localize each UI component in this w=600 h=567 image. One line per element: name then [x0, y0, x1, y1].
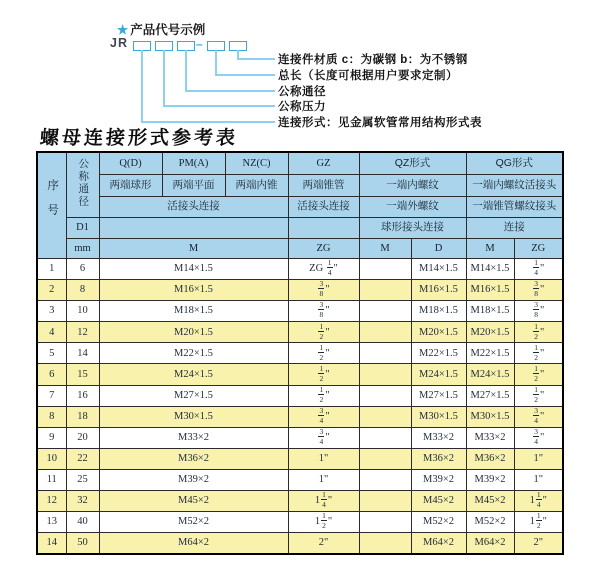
- cell-gz-zg: $\frac{3}{8}$ ": [288, 280, 359, 301]
- table-row: [37, 406, 563, 427]
- header-gz-connection: 活接头连接: [288, 197, 359, 218]
- fraction: $\frac{3}{8}$: [534, 300, 538, 320]
- cell-qz-d: M64×2: [411, 533, 466, 555]
- cell-thread-m: M33×2: [99, 427, 288, 448]
- table-row: [37, 491, 563, 512]
- table-row: [37, 469, 563, 490]
- cell-qz-d: M20×1.5: [411, 322, 466, 343]
- cell-qz-m: [359, 259, 411, 280]
- cell-gz-zg: 1 $\frac{1}{4}$ ": [288, 491, 359, 512]
- cell-qz-m: [359, 301, 411, 322]
- cell-seq: 13: [37, 512, 66, 533]
- cell-dia-mm: 14: [66, 343, 99, 364]
- cell-qz-d: M33×2: [411, 427, 466, 448]
- cell-dia-mm: 8: [66, 280, 99, 301]
- cell-thread-m: M36×2: [99, 448, 288, 469]
- cell-qz-d: M22×1.5: [411, 343, 466, 364]
- header-pma-sub: 两端平面: [162, 175, 225, 197]
- cell-qz-d: M45×2: [411, 491, 466, 512]
- cell-gz-zg: $\frac{3}{4}$ ": [288, 427, 359, 448]
- fraction: $\frac{1}{2}$: [534, 363, 538, 383]
- header-dia-label: 公称通径: [77, 158, 90, 209]
- fraction: $\frac{3}{4}$: [319, 427, 324, 447]
- cell-qg-m: M36×2: [466, 448, 514, 469]
- cell-seq: 7: [37, 385, 66, 406]
- header-qz-sub: 一端内螺纹: [359, 175, 466, 197]
- header-mm: mm: [66, 239, 99, 259]
- connector-line: [237, 50, 239, 58]
- header-blank-left: [99, 218, 288, 239]
- header-m: M: [99, 239, 288, 259]
- table-body: [37, 259, 563, 555]
- cell-dia-mm: 22: [66, 448, 99, 469]
- cell-qg-m: M27×1.5: [466, 385, 514, 406]
- cell-dia-mm: 20: [66, 427, 99, 448]
- header-zg: ZG: [288, 239, 359, 259]
- cell-qg-zg: $\frac{3}{4}$ ": [514, 406, 563, 427]
- cell-gz-zg: 1": [288, 469, 359, 490]
- cell-qz-d: M52×2: [411, 512, 466, 533]
- cell-qg-m: M39×2: [466, 469, 514, 490]
- connector-line: [185, 50, 187, 90]
- fraction: $\frac{1}{4}$: [322, 490, 326, 510]
- table-row: [37, 343, 563, 364]
- callout-connection-form: 连接形式：见金属软管常用结构形式表: [278, 117, 482, 129]
- cell-qg-zg: $\frac{3}{8}$ ": [514, 280, 563, 301]
- cell-gz-zg: $\frac{3}{4}$ ": [288, 406, 359, 427]
- fraction: $\frac{3}{4}$: [534, 427, 538, 447]
- cell-seq: 9: [37, 427, 66, 448]
- header-gz-sub: 两端锥管: [288, 175, 359, 197]
- cell-qg-zg: $\frac{3}{8}$ ": [514, 301, 563, 322]
- header-qd: Q(D): [99, 152, 162, 175]
- cell-dia-mm: 6: [66, 259, 99, 280]
- cell-thread-m: M52×2: [99, 512, 288, 533]
- nut-connection-reference-table: [36, 151, 564, 555]
- header-blank-gz: [288, 218, 359, 239]
- header-qz-d: D: [411, 239, 466, 259]
- fraction: $\frac{3}{4}$: [534, 406, 538, 425]
- cell-qz-d: M27×1.5: [411, 385, 466, 406]
- table-row: [37, 448, 563, 469]
- diagram-title: [117, 20, 205, 38]
- cell-seq: 10: [37, 448, 66, 469]
- cell-qg-m: M20×1.5: [466, 322, 514, 343]
- connector-line: [215, 74, 275, 76]
- cell-qz-d: M14×1.5: [411, 259, 466, 280]
- table-header: [37, 152, 563, 259]
- cell-qz-d: M30×1.5: [411, 406, 466, 427]
- cell-qg-m: M64×2: [466, 533, 514, 555]
- cell-gz-zg: 1 $\frac{1}{2}$ ": [288, 512, 359, 533]
- fraction: $\frac{1}{2}$: [319, 321, 324, 341]
- cell-thread-m: M20×1.5: [99, 322, 288, 343]
- fraction: $\frac{1}{2}$: [319, 342, 324, 362]
- header-pma: PM(A): [162, 152, 225, 175]
- header-qg-m: M: [466, 239, 514, 259]
- connector-line: [215, 50, 217, 74]
- cell-qg-m: M18×1.5: [466, 301, 514, 322]
- cell-dia-mm: 40: [66, 512, 99, 533]
- cell-gz-zg: $\frac{1}{2}$ ": [288, 364, 359, 385]
- cell-seq: 1: [37, 259, 66, 280]
- header-qg-sub: 一端内螺纹活接头: [466, 175, 563, 197]
- cell-thread-m: M45×2: [99, 491, 288, 512]
- cell-dia-mm: 10: [66, 301, 99, 322]
- cell-qg-zg: 1": [514, 448, 563, 469]
- fraction: $\frac{3}{8}$: [319, 300, 324, 320]
- table-row: [37, 385, 563, 406]
- cell-qg-m: M24×1.5: [466, 364, 514, 385]
- cell-thread-m: M27×1.5: [99, 385, 288, 406]
- fraction: $\frac{1}{4}$: [536, 490, 541, 510]
- cell-qz-m: [359, 343, 411, 364]
- header-qz-connection: 球形接头连接: [359, 218, 466, 239]
- cell-qz-d: M18×1.5: [411, 301, 466, 322]
- cell-qg-m: M22×1.5: [466, 343, 514, 364]
- cell-thread-m: M22×1.5: [99, 343, 288, 364]
- cell-qg-m: M16×1.5: [466, 280, 514, 301]
- cell-qz-m: [359, 427, 411, 448]
- cell-gz-zg: ZG $\frac{1}{4}$ ": [288, 259, 359, 280]
- table-row: [37, 512, 563, 533]
- cell-qz-m: [359, 469, 411, 490]
- cell-gz-zg: $\frac{1}{2}$ ": [288, 385, 359, 406]
- fraction: $\frac{1}{2}$: [319, 363, 324, 383]
- cell-gz-zg: $\frac{3}{8}$ ": [288, 301, 359, 322]
- code-dash: –: [196, 37, 203, 51]
- header-seq-label: 序号: [46, 179, 59, 229]
- cell-qg-m: M33×2: [466, 427, 514, 448]
- header-qd-sub: 两端球形: [99, 175, 162, 197]
- cell-seq: 2: [37, 280, 66, 301]
- callout-nominal-pressure: 公称压力: [278, 101, 326, 113]
- cell-qz-m: [359, 533, 411, 555]
- cell-dia-mm: 15: [66, 364, 99, 385]
- header-gz: GZ: [288, 152, 359, 175]
- header-qz-m: M: [359, 239, 411, 259]
- cell-qz-m: [359, 322, 411, 343]
- cell-qz-d: M24×1.5: [411, 364, 466, 385]
- cell-seq: 6: [37, 364, 66, 385]
- cell-dia-mm: 18: [66, 406, 99, 427]
- cell-gz-zg: $\frac{1}{2}$ ": [288, 343, 359, 364]
- cell-qz-m: [359, 491, 411, 512]
- table-row: [37, 259, 563, 280]
- cell-qz-d: M36×2: [411, 448, 466, 469]
- cell-qg-zg: $\frac{1}{2}$ ": [514, 343, 563, 364]
- header-qg-sub2: 一端锥管螺纹接头: [466, 197, 563, 218]
- cell-qz-m: [359, 448, 411, 469]
- table-row: [37, 427, 563, 448]
- fraction: $\frac{1}{2}$: [534, 321, 538, 341]
- header-d1: D1: [66, 218, 99, 239]
- cell-seq: 14: [37, 533, 66, 555]
- cell-qg-m: M14×1.5: [466, 259, 514, 280]
- cell-gz-zg: 1": [288, 448, 359, 469]
- fraction: $\frac{3}{8}$: [534, 279, 538, 299]
- cell-qz-m: [359, 512, 411, 533]
- cell-qg-zg: $\frac{1}{2}$ ": [514, 385, 563, 406]
- cell-qg-zg: 2": [514, 533, 563, 555]
- table-row: [37, 322, 563, 343]
- cell-seq: 11: [37, 469, 66, 490]
- cell-seq: 8: [37, 406, 66, 427]
- header-qg-connection: 连接: [466, 218, 563, 239]
- connector-line: [141, 50, 143, 121]
- cell-qg-zg: $\frac{3}{4}$ ": [514, 427, 563, 448]
- cell-thread-m: M18×1.5: [99, 301, 288, 322]
- table-row: [37, 280, 563, 301]
- cell-qg-zg: 1 $\frac{1}{2}$ ": [514, 512, 563, 533]
- cell-qg-zg: 1": [514, 469, 563, 490]
- cell-qg-m: M45×2: [466, 491, 514, 512]
- header-nzc: NZ(C): [225, 152, 288, 175]
- callout-material: 连接件材质 c：为碳钢 b：为不锈钢: [278, 54, 468, 66]
- fraction: $\frac{3}{4}$: [319, 406, 324, 425]
- connector-line: [163, 50, 165, 105]
- cell-qz-m: [359, 385, 411, 406]
- fraction: $\frac{3}{8}$: [319, 279, 324, 299]
- cell-dia-mm: 16: [66, 385, 99, 406]
- cell-qg-zg: $\frac{1}{2}$ ": [514, 322, 563, 343]
- header-qz-form: QZ形式: [359, 152, 466, 175]
- star-icon: ★: [117, 23, 129, 37]
- cell-dia-mm: 25: [66, 469, 99, 490]
- fraction: $\frac{1}{4}$: [534, 258, 538, 278]
- header-nzc-sub: 两端内锥: [225, 175, 288, 197]
- fraction: $\frac{1}{2}$: [536, 511, 541, 531]
- cell-qg-zg: $\frac{1}{2}$ ": [514, 364, 563, 385]
- connector-line: [185, 90, 275, 92]
- cell-thread-m: M14×1.5: [99, 259, 288, 280]
- cell-seq: 3: [37, 301, 66, 322]
- table-row: [37, 364, 563, 385]
- cell-qz-d: M39×2: [411, 469, 466, 490]
- code-prefix: JR: [110, 36, 128, 50]
- header-qg-zg: ZG: [514, 239, 563, 259]
- cell-thread-m: M64×2: [99, 533, 288, 555]
- cell-dia-mm: 32: [66, 491, 99, 512]
- cell-seq: 5: [37, 343, 66, 364]
- cell-thread-m: M24×1.5: [99, 364, 288, 385]
- header-qz-sub2: 一端外螺纹: [359, 197, 466, 218]
- cell-seq: 12: [37, 491, 66, 512]
- header-union-connection: 活接头连接: [99, 197, 288, 218]
- fraction: $\frac{1}{2}$: [534, 342, 538, 362]
- header-qg-form: QG形式: [466, 152, 563, 175]
- callout-nominal-diameter: 公称通径: [278, 86, 326, 98]
- connector-line: [237, 58, 275, 60]
- fraction: $\frac{1}{4}$: [327, 258, 332, 278]
- fraction: $\frac{1}{2}$: [534, 385, 538, 404]
- callout-total-length: 总长（长度可根据用户要求定制）: [278, 70, 458, 82]
- header-dia: [66, 152, 99, 218]
- cell-dia-mm: 50: [66, 533, 99, 555]
- cell-thread-m: M39×2: [99, 469, 288, 490]
- cell-dia-mm: 12: [66, 322, 99, 343]
- cell-qg-m: M52×2: [466, 512, 514, 533]
- table-row: [37, 301, 563, 322]
- cell-seq: 4: [37, 322, 66, 343]
- cell-qz-m: [359, 364, 411, 385]
- cell-thread-m: M16×1.5: [99, 280, 288, 301]
- cell-qz-m: [359, 280, 411, 301]
- connector-line: [163, 105, 275, 107]
- table-row: [37, 533, 563, 555]
- cell-gz-zg: 2": [288, 533, 359, 555]
- cell-qg-zg: 1 $\frac{1}{4}$ ": [514, 491, 563, 512]
- fraction: $\frac{1}{2}$: [322, 511, 326, 531]
- cell-qz-m: [359, 406, 411, 427]
- cell-qg-m: M30×1.5: [466, 406, 514, 427]
- diagram-title-text: 产品代号示例: [130, 23, 206, 37]
- table-title: 螺母连接形式参考表: [39, 128, 239, 149]
- cell-qg-zg: $\frac{1}{4}$ ": [514, 259, 563, 280]
- cell-gz-zg: $\frac{1}{2}$ ": [288, 322, 359, 343]
- fraction: $\frac{1}{2}$: [319, 385, 324, 404]
- cell-thread-m: M30×1.5: [99, 406, 288, 427]
- cell-qz-d: M16×1.5: [411, 280, 466, 301]
- header-seq: [37, 152, 66, 259]
